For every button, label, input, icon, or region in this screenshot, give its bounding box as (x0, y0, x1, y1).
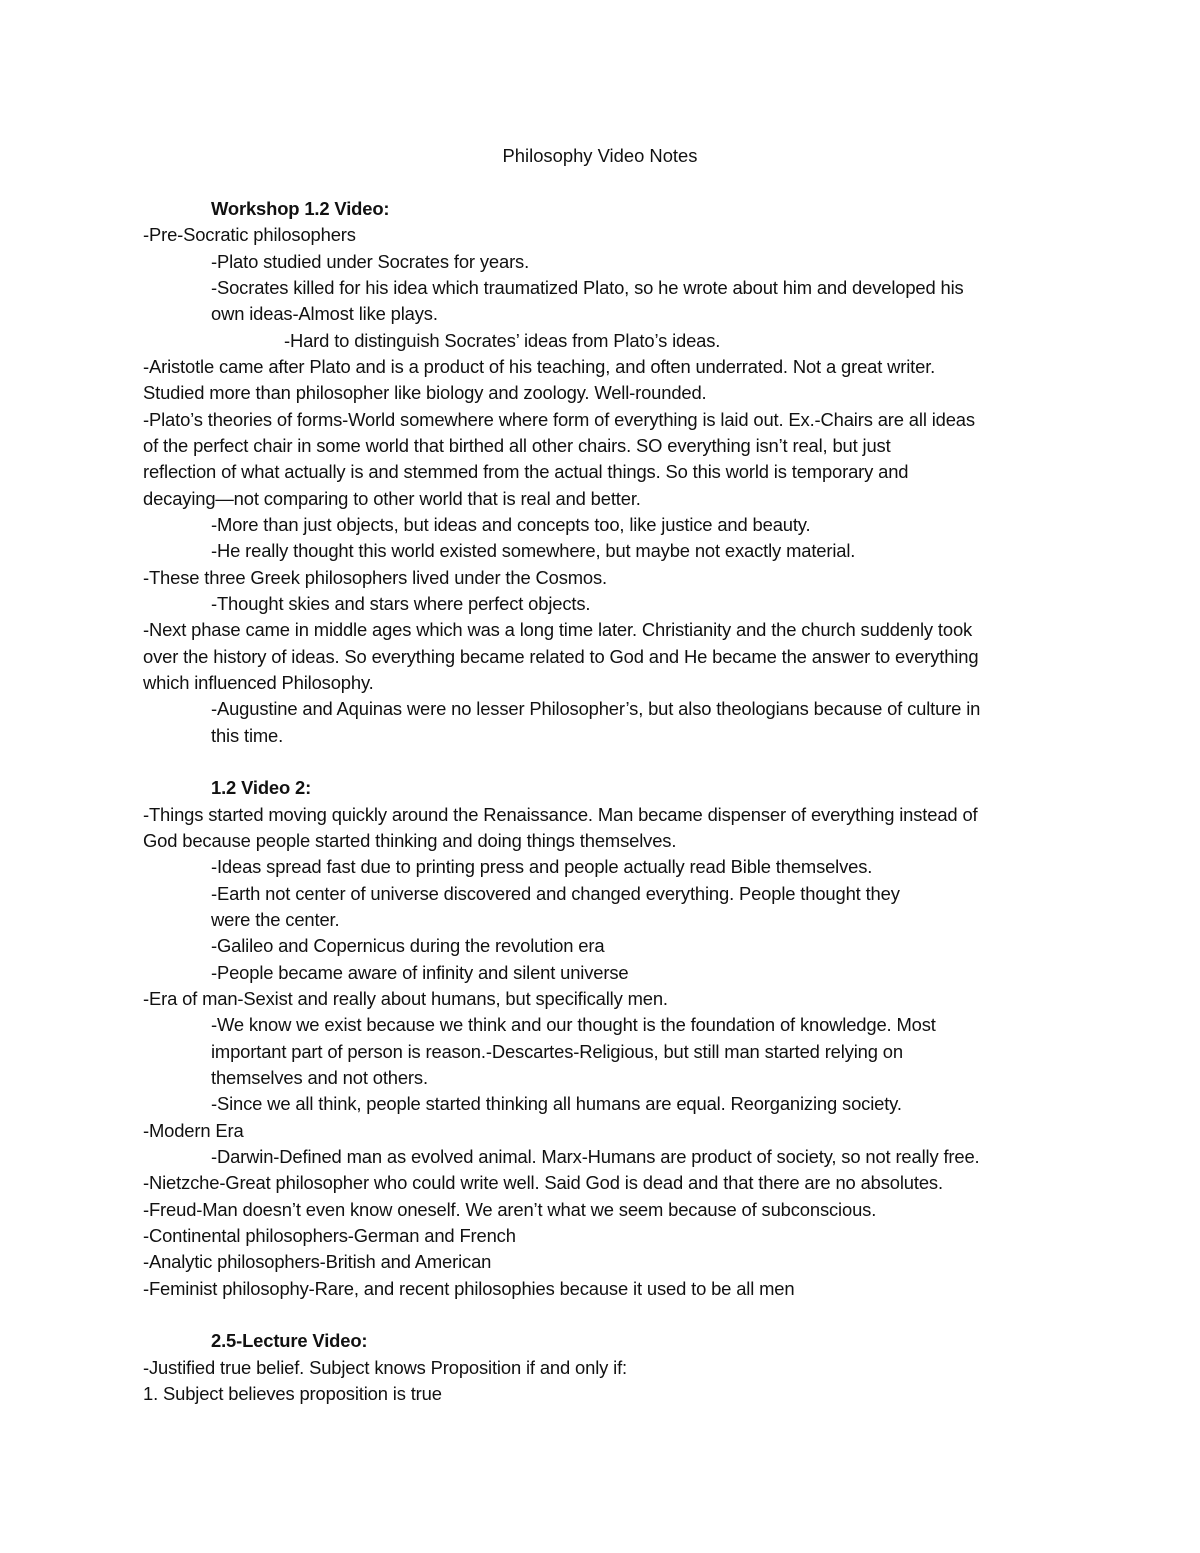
note-line: -Things started moving quickly around the Renaissance. Man became dispenser of everything instead of (143, 804, 978, 825)
note-line: -Aristotle came after Plato and is a product of his teaching, and often underrated. Not a great writer. (143, 356, 936, 377)
note-line: 1. Subject believes proposition is true (143, 1383, 442, 1404)
note-line: which influenced Philosophy. (143, 672, 374, 693)
note-line: -Era of man-Sexist and really about humans, but specifically men. (143, 988, 668, 1009)
note-line: this time. (211, 725, 284, 746)
note-line: -Darwin-Defined man as evolved animal. Marx-Humans are product of society, so not really free. (211, 1146, 980, 1167)
note-line: were the center. (211, 909, 340, 930)
note-line: of the perfect chair in some world that birthed all other chairs. SO everything isn’t real, but just (143, 435, 891, 456)
note-line: Studied more than philosopher like biology and zoology. Well-rounded. (143, 382, 707, 403)
note-line: -More than just objects, but ideas and concepts too, like justice and beauty. (211, 514, 811, 535)
note-line: themselves and not others. (211, 1067, 428, 1088)
note-line: -Galileo and Copernicus during the revolution era (211, 935, 605, 956)
note-line: -Justified true belief. Subject knows Proposition if and only if: (143, 1357, 627, 1378)
page-title: Philosophy Video Notes (502, 145, 698, 166)
note-line: -Hard to distinguish Socrates’ ideas from Plato’s ideas. (284, 330, 721, 351)
note-line: -Earth not center of universe discovered and changed everything. People thought they (211, 883, 900, 904)
note-line: -Nietzche-Great philosopher who could write well. Said God is dead and that there are no absolutes. (143, 1172, 943, 1193)
note-line: God because people started thinking and doing things themselves. (143, 830, 677, 851)
section-heading-1-2-video-2: 1.2 Video 2: (211, 777, 312, 798)
note-line: -Since we all think, people started thinking all humans are equal. Reorganizing society. (211, 1093, 902, 1114)
note-line: -Socrates killed for his idea which traumatized Plato, so he wrote about him and developed his (211, 277, 964, 298)
note-line: -These three Greek philosophers lived under the Cosmos. (143, 567, 608, 588)
note-line: -We know we exist because we think and our thought is the foundation of knowledge. Most (211, 1014, 936, 1035)
note-line: important part of person is reason.-Descartes-Religious, but still man started relying on (211, 1041, 903, 1062)
note-line: own ideas-Almost like plays. (211, 303, 438, 324)
note-line: -Next phase came in middle ages which was a long time later. Christianity and the church suddenly took (143, 619, 973, 640)
note-line: reflection of what actually is and stemmed from the actual things. So this world is temporary and (143, 461, 909, 482)
note-line: -Ideas spread fast due to printing press and people actually read Bible themselves. (211, 856, 873, 877)
note-line: -Plato’s theories of forms-World somewhere where form of everything is laid out. Ex.-Chairs are all ideas (143, 409, 975, 430)
note-line: -Continental philosophers-German and French (143, 1225, 516, 1246)
note-line: -People became aware of infinity and silent universe (211, 962, 629, 983)
section-heading-2-5-lecture: 2.5-Lecture Video: (211, 1330, 368, 1351)
note-line: -Plato studied under Socrates for years. (211, 251, 530, 272)
section-heading-workshop-1-2: Workshop 1.2 Video: (211, 198, 390, 219)
note-line: over the history of ideas. So everything became related to God and He became the answer to everything (143, 646, 979, 667)
note-line: -Feminist philosophy-Rare, and recent philosophies because it used to be all men (143, 1278, 795, 1299)
note-line: -Augustine and Aquinas were no lesser Philosopher’s, but also theologians because of culture in (211, 698, 981, 719)
note-line: -Thought skies and stars where perfect objects. (211, 593, 591, 614)
note-line: -Pre-Socratic philosophers (143, 224, 356, 245)
note-line: -Freud-Man doesn’t even know oneself. We aren’t what we seem because of subconscious. (143, 1199, 877, 1220)
note-line: -Analytic philosophers-British and American (143, 1251, 492, 1272)
note-line: -He really thought this world existed somewhere, but maybe not exactly material. (211, 540, 856, 561)
note-line: -Modern Era (143, 1120, 244, 1141)
note-line: decaying—not comparing to other world that is real and better. (143, 488, 641, 509)
